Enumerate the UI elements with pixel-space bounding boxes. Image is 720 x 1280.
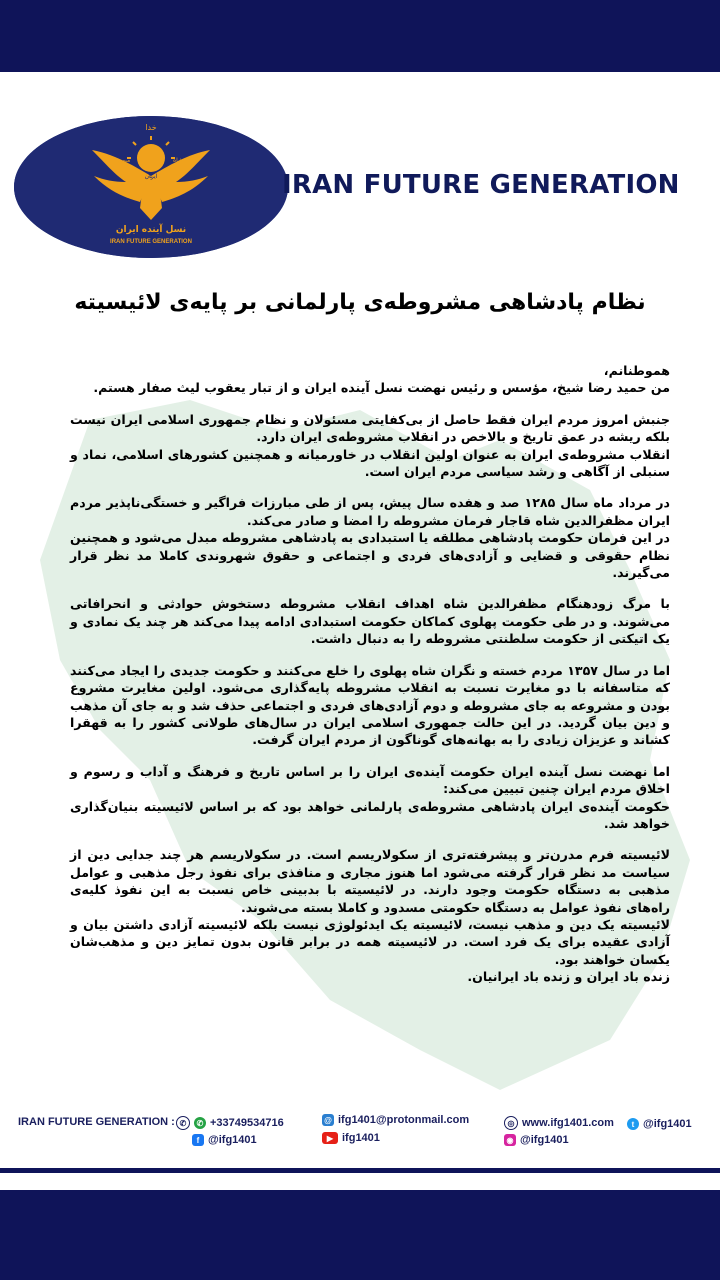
- footer-youtube[interactable]: [322, 1132, 380, 1144]
- footer-instagram[interactable]: [504, 1134, 569, 1146]
- footer-phone[interactable]: [176, 1116, 284, 1130]
- footer-youtube-text: ifg1401: [342, 1132, 380, 1144]
- footer-instagram-text: @ifg1401: [520, 1134, 569, 1146]
- footer-email-text: ifg1401@protonmail.com: [338, 1114, 470, 1126]
- paragraph: با مرگ زودهنگام مظفرالدین شاه اهداف انقلاب مشروطه دستخوش حوادثی و انحرافاتی می‌شوند. و در طی حکومت پهلوی کماکان حکومت استبدادی ادامه پیدا می‌کند هر چند یک نمادی و یک اتیکتی از حکومت سلطنتی مشروطه را به دنبال داشت.: [70, 596, 670, 647]
- footer-label: [18, 1116, 175, 1128]
- document-body: [70, 362, 670, 1000]
- bottom-divider: [0, 1168, 720, 1173]
- twitter-icon: t: [627, 1118, 639, 1130]
- contact-footer: [0, 1112, 720, 1158]
- youtube-icon: ▶: [322, 1132, 338, 1144]
- phone-icon: ✆: [176, 1116, 190, 1130]
- footer-facebook[interactable]: [192, 1134, 257, 1146]
- footer-label-text: IRAN FUTURE GENERATION :: [18, 1116, 175, 1128]
- footer-phone-text: +33749534716: [210, 1117, 284, 1129]
- footer-website-text: www.ifg1401.com: [522, 1117, 614, 1129]
- logo-top-text: خدا: [145, 123, 157, 132]
- document-title: نظام پادشاهی مشروطه‌ی پارلمانی بر پایه‌ی لائیسیته: [74, 290, 646, 315]
- paragraph: لائیسیته فرم مدرن‌تر و پیشرفته‌تری از سکولاریسم است. در سکولاریسم هر چند جدایی دین از سیاست مد نظر قرار گرفته می‌شود اما هنوز مجاری و منافذی برای نفوذ رجل مذهبی و عوامل مذهبی به دستگاه حکومت وجود دارند. در لائیسیته با بدبینی خاص نسبت به این نفوذ کلیه‌ی راه‌های نفوذ عوامل به دستگاه حکومتی مسدود و کاملا بسته می‌شوند. لائیسیته یک دین و مذهب نیست، لائیسیته یک ایدئولوژی نیست بلکه لائیسیته آزادی داشتن بیان و آزادی عقیده برای یک فرد است. در لائیسیته همه در برابر قانون بدون تمایز دین و مذهب‌شان یکسان خواهند بود. زنده باد ایران و زنده باد ایرانیان.: [70, 847, 670, 985]
- facebook-icon: f: [192, 1134, 204, 1146]
- whatsapp-icon: ✆: [194, 1117, 206, 1129]
- logo-en-name: IRAN FUTURE GENERATION: [110, 239, 192, 245]
- logo-side-left: میهن: [117, 157, 131, 164]
- logo-fa-name: نسل آینده ایران: [115, 225, 187, 235]
- globe-icon: ◎: [504, 1116, 518, 1130]
- top-band: [0, 0, 720, 72]
- bottom-band: [0, 1190, 720, 1280]
- footer-facebook-text: @ifg1401: [208, 1134, 257, 1146]
- paragraph: هموطنانم، من حمید رضا شیخ، مؤسس و رئیس نهضت نسل آینده ایران و از تبار یعقوب لیث صفار هستم.: [93, 363, 670, 396]
- footer-website[interactable]: [504, 1116, 614, 1130]
- paragraph: اما در سال ۱۳۵۷ مردم خسته و نگران شاه پهلوی را خلع می‌کنند و حکومت جدیدی را ایجاد می‌کنند که متاسفانه با دو مغایرت نسبت به انقلاب مشروطه پایه‌گذاری می‌شود. اولین مغایرت مشروع بودن و مشروعه به جای مشروطه و دوم آزادی‌های فردی و اجتماعی حذف شد و به جای آن مذهب و دین بیان گردید. در این حالت جمهوری اسلامی ایران در سال‌های طولانی کشور را به قهقرا کشاند و عزیزان زیادی را به بهانه‌های گوناگون از مردم ایران گرفت.: [70, 662, 671, 748]
- org-name-heading: IRAN FUTURE GENERATION: [282, 170, 680, 200]
- footer-twitter-text: @ifg1401: [643, 1118, 692, 1130]
- email-icon: @: [322, 1114, 334, 1126]
- instagram-icon: ◉: [504, 1134, 516, 1146]
- footer-email[interactable]: [322, 1114, 469, 1126]
- paragraph: اما نهضت نسل آینده ایران حکومت آینده‌ی ایران را بر اساس تاریخ و فرهنگ و آداب و رسوم و اخلاق مردم ایران چنین تبیین می‌کند: حکومت آینده‌ی ایران پادشاهی مشروطه‌ی پارلمانی خواهد بود که بر اساس لائیسیته بنیان‌گذاری خواهد شد.: [70, 763, 670, 831]
- logo-sub-text: ایران: [144, 173, 158, 180]
- footer-twitter[interactable]: [627, 1118, 692, 1130]
- logo-side-right: شاه: [173, 157, 183, 164]
- org-logo: [14, 116, 288, 258]
- paragraph: جنبش امروز مردم ایران فقط حاصل از بی‌کفایتی مسئولان و نظام جمهوری اسلامی ایران نیست بلکه ریشه در عمق تاریخ و بالاخص در انقلاب مشروطه‌ی ایران دارد. انقلاب مشروطه‌ی ایران به عنوان اولین انقلاب در خاورمیانه و همچنین کشورهای اسلامی، نماد و سنبلی از آگاهی و رشد سیاسی مردم ایران است.: [70, 411, 670, 480]
- paragraph: در مرداد ماه سال ۱۲۸۵ صد و هفده سال پیش، پس از طی مبارزات فراگیر و خستگی‌ناپذیر مردم ایران مظفرالدین شاه قاجار فرمان مشروطه را امضا و صادر می‌کند. در این فرمان حکومت پادشاهی مطلقه یا استبدادی به پادشاهی مشروطه مبدل می‌شود و همچنین نظام حقوقی و قضایی و آزادی‌های فردی و اجتماعی و حقوق شهروندی کاملا مد نظر قرار می‌گیرند.: [70, 495, 670, 581]
